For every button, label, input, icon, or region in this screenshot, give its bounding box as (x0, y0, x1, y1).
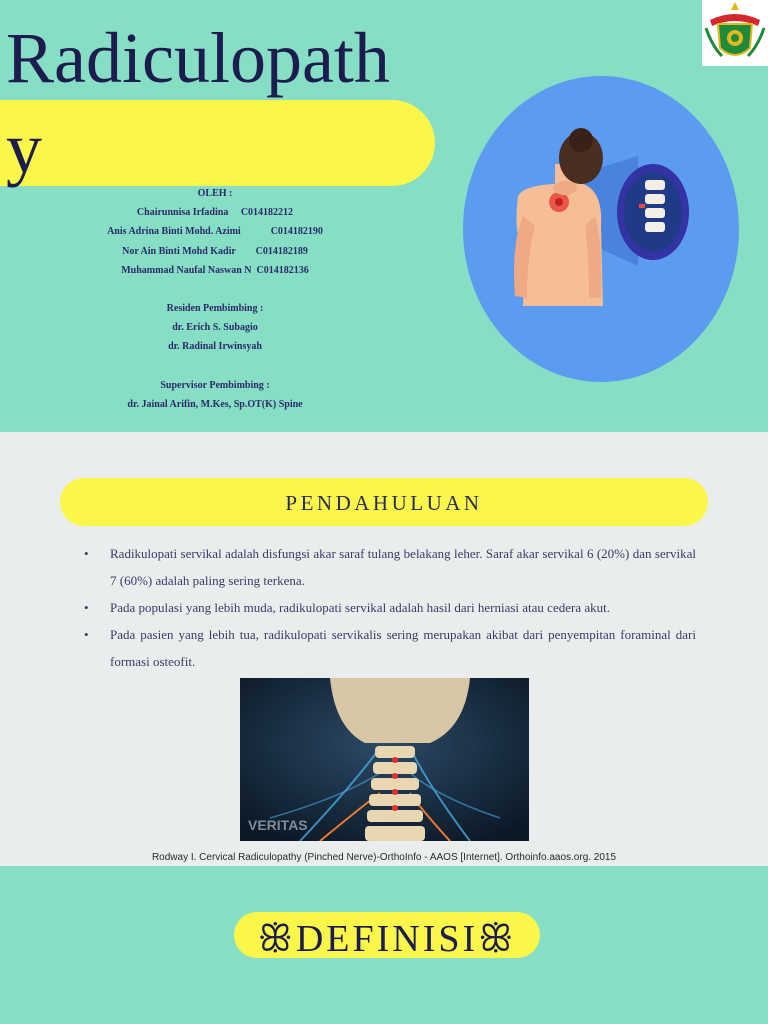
definisi-heading-pill (234, 912, 540, 958)
author-3: Nor Ain Binti Mohd Kadir C014182189 (122, 245, 308, 257)
image-caption: Rodway I. Cervical Radiculopathy (Pinched Nerve)-OrthoInfo - AAOS [Internet]. Orthoinfo.aaos.org. 2015 (151, 852, 617, 863)
list-item: • Radikulopati servikal adalah disfungsi akar saraf tulang belakang leher. Saraf akar servikal 6 (20%) dan servikal 7 (60%) adalah paling sering terkena. (84, 540, 696, 594)
credits-block (70, 184, 360, 414)
author-4: Muhammad Naufal Naswan N C014182136 (121, 264, 309, 276)
cervical-spine-image (240, 678, 529, 841)
list-item: • Pada populasi yang lebih muda, radikulopati servikal adalah hasil dari herniasi atau cedera akut. (84, 594, 696, 621)
title-highlight (0, 100, 435, 186)
list-item: • Pada pasien yang lebih tua, radikulopati servikalis sering merupakan akibat dari penyempitan foraminal dari formasi osteofit. (84, 621, 696, 675)
supervisor-label: Supervisor Pembimbing : (160, 379, 270, 391)
page-title: Radiculopath (6, 18, 390, 98)
author-2: Anis Adrina Binti Mohd. Azimi C014182190 (107, 226, 323, 238)
residen-1: dr. Erich S. Subagio (172, 322, 258, 334)
residen-label: Residen Pembimbing : (166, 303, 264, 315)
image-watermark: VERITAS (248, 817, 308, 833)
definisi-heading: DEFINISI (295, 918, 479, 960)
bullet-icon: • (84, 627, 89, 642)
credits-oleh: OLEH : (197, 188, 233, 199)
residen-2: dr. Radinal Irwinsyah (168, 341, 262, 353)
pendahuluan-bullet-list (84, 540, 696, 675)
ornament-left-icon: ꕥ (257, 918, 296, 960)
university-logo (702, 0, 768, 66)
bullet-icon: • (84, 546, 89, 561)
pendahuluan-heading-pill (60, 478, 708, 526)
ornament-right-icon: ꕥ (478, 918, 517, 960)
author-1: Chairunnisa Irfadina C014182212 (136, 207, 294, 219)
supervisor-name: dr. Jainal Arifin, M.Kes, Sp.OT(K) Spine (127, 398, 303, 410)
page-title-continued: y (6, 108, 42, 188)
bullet-icon: • (84, 600, 89, 615)
neck-pain-illustration (463, 76, 739, 382)
pendahuluan-heading: PENDAHULUAN (285, 491, 483, 515)
